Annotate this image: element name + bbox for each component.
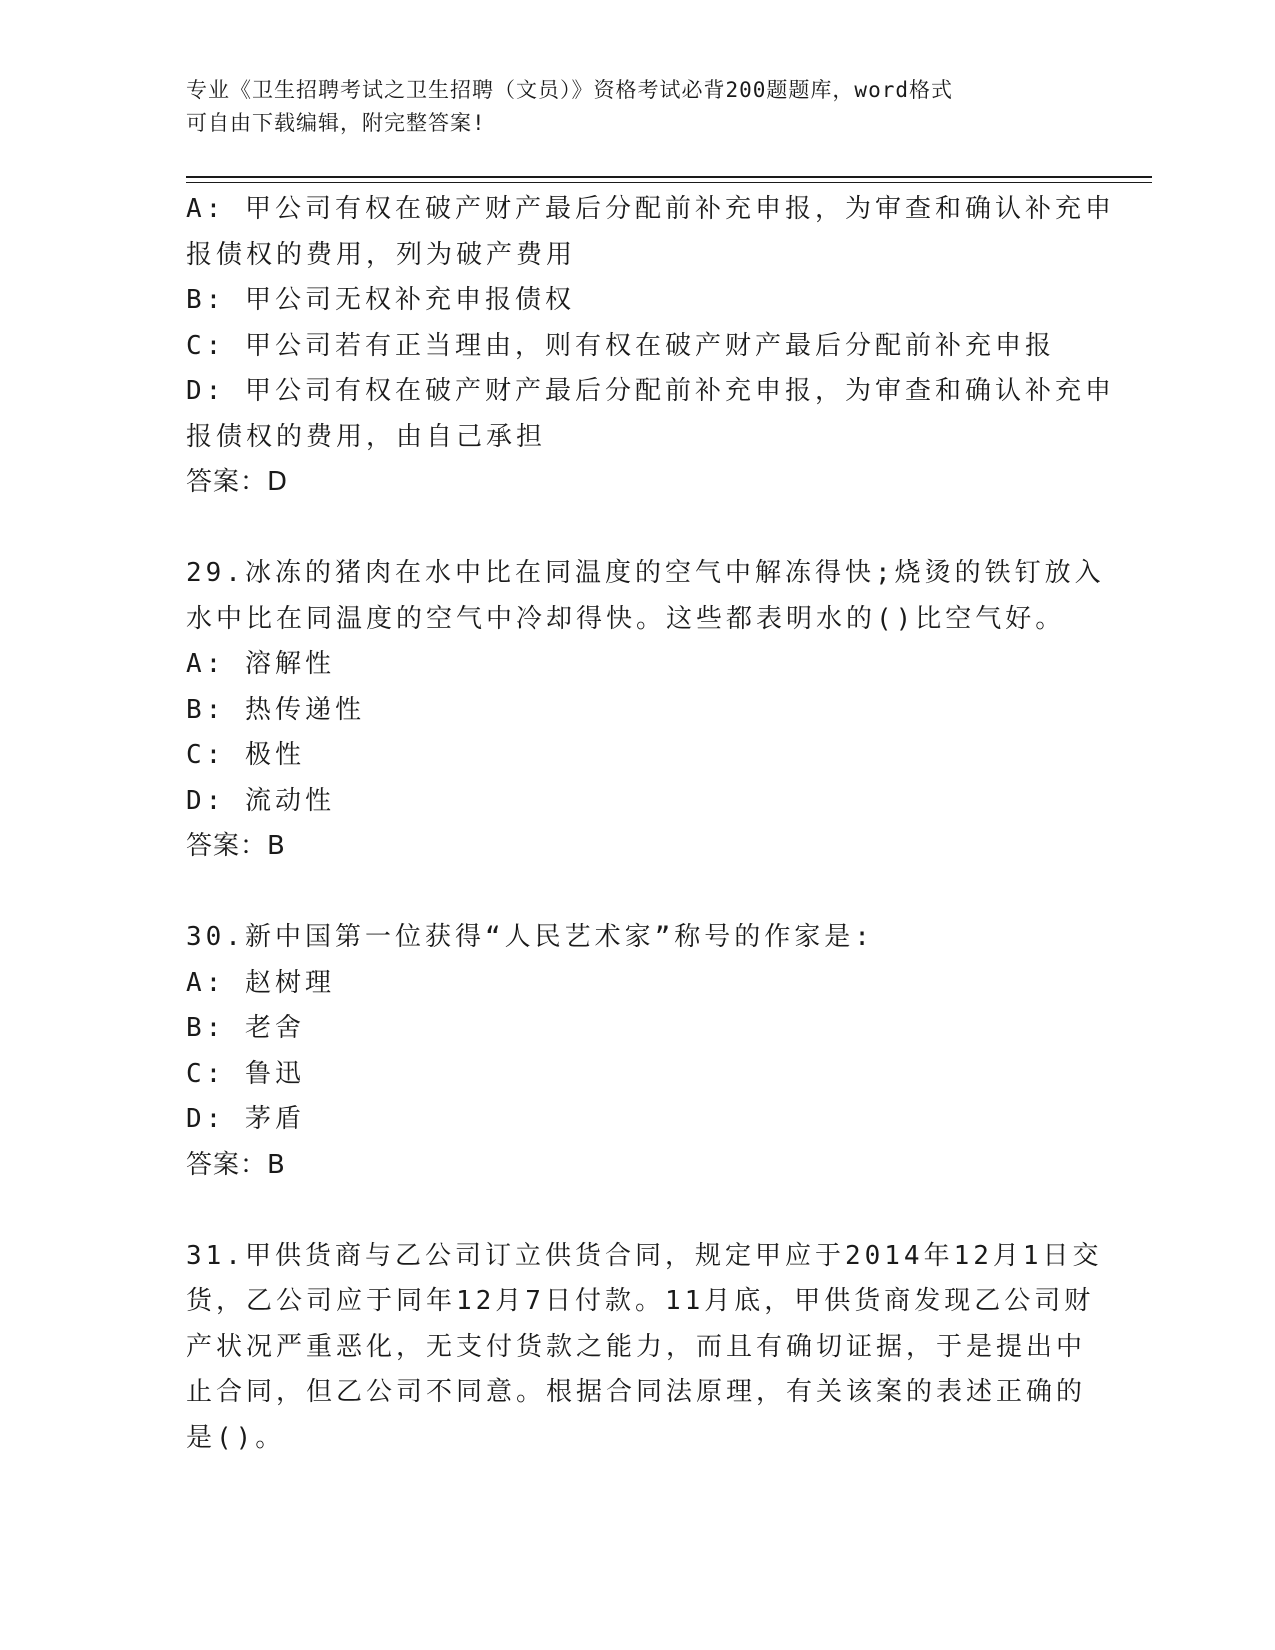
document-body	[186, 187, 1115, 1461]
question-stem: 30.新中国第一位获得“人民艺术家”称号的作家是:	[186, 922, 874, 952]
document-header	[186, 74, 1086, 140]
question-stem-line-5: 是()。	[186, 1422, 286, 1453]
question-28	[186, 187, 1115, 506]
spacer	[186, 1188, 1086, 1234]
option-d: D: 流动性	[186, 785, 335, 816]
option-c: C: 鲁迅	[186, 1058, 305, 1089]
option-a: A: 赵树理	[186, 967, 335, 998]
question-stem-line-3: 产状况严重恶化，无支付货款之能力，而且有确切证据，于是提出中	[186, 1331, 1087, 1362]
question-31	[186, 1234, 1103, 1462]
option-d-line-1: D: 甲公司有权在破产财产最后分配前补充申报，为审查和确认补充申	[186, 376, 1115, 406]
option-c: C: 极性	[186, 740, 305, 770]
question-30	[186, 915, 1086, 1188]
question-29	[186, 551, 1105, 870]
header-line-2: 可自由下载编辑，附完整答案!	[186, 111, 486, 135]
spacer	[186, 870, 1086, 916]
option-b: B: 热传递性	[186, 694, 365, 725]
option-a: A: 溶解性	[186, 649, 335, 679]
spacer	[186, 506, 1086, 552]
option-d-line-2: 报债权的费用，由自己承担	[186, 421, 547, 452]
question-stem-line-1: 29.冰冻的猪肉在水中比在同温度的空气中解冻得快;烧烫的铁钉放入	[186, 558, 1105, 588]
header-line-1: 专业《卫生招聘考试之卫生招聘（文员）》资格考试必背200题题库，word格式	[186, 78, 953, 102]
answer: 答案：B	[186, 831, 286, 861]
header-rule-thin	[186, 182, 1152, 183]
answer: 答案：B	[186, 1149, 286, 1180]
question-stem-line-4: 止合同，但乙公司不同意。根据合同法原理，有关该案的表述正确的	[186, 1377, 1087, 1407]
answer: 答案：D	[186, 467, 289, 497]
option-a-line-2: 报债权的费用，列为破产费用	[186, 239, 577, 270]
option-b: B: 甲公司无权补充申报债权	[186, 285, 575, 315]
option-d: D: 茅盾	[186, 1104, 305, 1134]
question-stem-line-2: 水中比在同温度的空气中冷却得快。这些都表明水的()比空气好。	[186, 603, 1066, 634]
option-b: B: 老舍	[186, 1013, 305, 1043]
option-c: C: 甲公司若有正当理由，则有权在破产财产最后分配前补充申报	[186, 330, 1055, 361]
option-a-line-1: A: 甲公司有权在破产财产最后分配前补充申报，为审查和确认补充申	[186, 194, 1115, 224]
question-stem-line-2: 货，乙公司应于同年12月7日付款。11月底，甲供货商发现乙公司财	[186, 1286, 1095, 1316]
question-stem-line-1: 31.甲供货商与乙公司订立供货合同，规定甲应于2014年12月1日交	[186, 1240, 1103, 1271]
header-rule-thick	[186, 176, 1152, 178]
